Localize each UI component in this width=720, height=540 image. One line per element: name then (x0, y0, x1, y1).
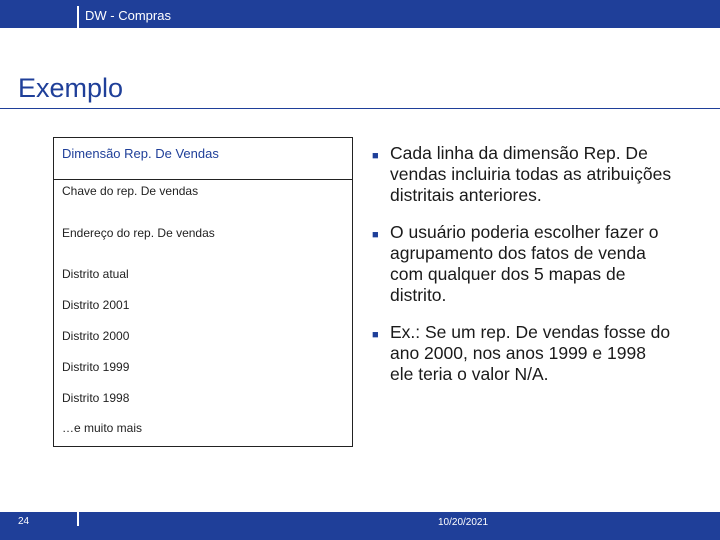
dimension-attribute: Endereço do rep. De vendas (62, 226, 215, 240)
bullet-text: Cada linha da dimensão Rep. De vendas incluiria todas as atribuições distritais anteriores. (390, 143, 672, 205)
page-number: 24 (18, 516, 30, 527)
dimension-attribute: Distrito 1999 (62, 360, 130, 374)
bullet-text: Ex.: Se um rep. De vendas fosse do ano 2000, nos anos 1999 e 1998 ele teria o valor N/A. (390, 322, 671, 384)
footer-date: 10/20/2021 (438, 517, 489, 528)
dimension-attribute: …e muito mais (62, 421, 143, 435)
dimension-table (53, 137, 353, 447)
header-divider (77, 6, 79, 28)
bullet-list (372, 143, 672, 401)
heading-rule (0, 108, 720, 109)
bullet-item (372, 222, 672, 306)
dimension-attribute: Chave do rep. De vendas (62, 184, 199, 198)
bullet-item (372, 143, 672, 206)
dimension-title: Dimensão Rep. De Vendas (62, 146, 219, 161)
dimension-attribute: Distrito 2001 (62, 298, 130, 312)
presentation-title: DW - Compras (85, 8, 171, 23)
footer-bar (0, 512, 720, 540)
footer-divider (77, 512, 79, 526)
bullet-square-icon: ■ (372, 329, 379, 341)
dimension-header-divider (54, 179, 352, 180)
header-bar (0, 0, 720, 28)
dimension-attribute: Distrito atual (62, 267, 129, 281)
slide-heading: Exemplo (18, 73, 124, 103)
bullet-square-icon: ■ (372, 229, 379, 241)
bullet-item (372, 322, 672, 385)
dimension-attribute: Distrito 1998 (62, 391, 130, 405)
bullet-text: O usuário poderia escolher fazer o agrupamento dos fatos de venda com qualquer dos 5 mapas de distrito. (390, 222, 659, 305)
dimension-attribute: Distrito 2000 (62, 329, 130, 343)
bullet-square-icon: ■ (372, 150, 379, 162)
